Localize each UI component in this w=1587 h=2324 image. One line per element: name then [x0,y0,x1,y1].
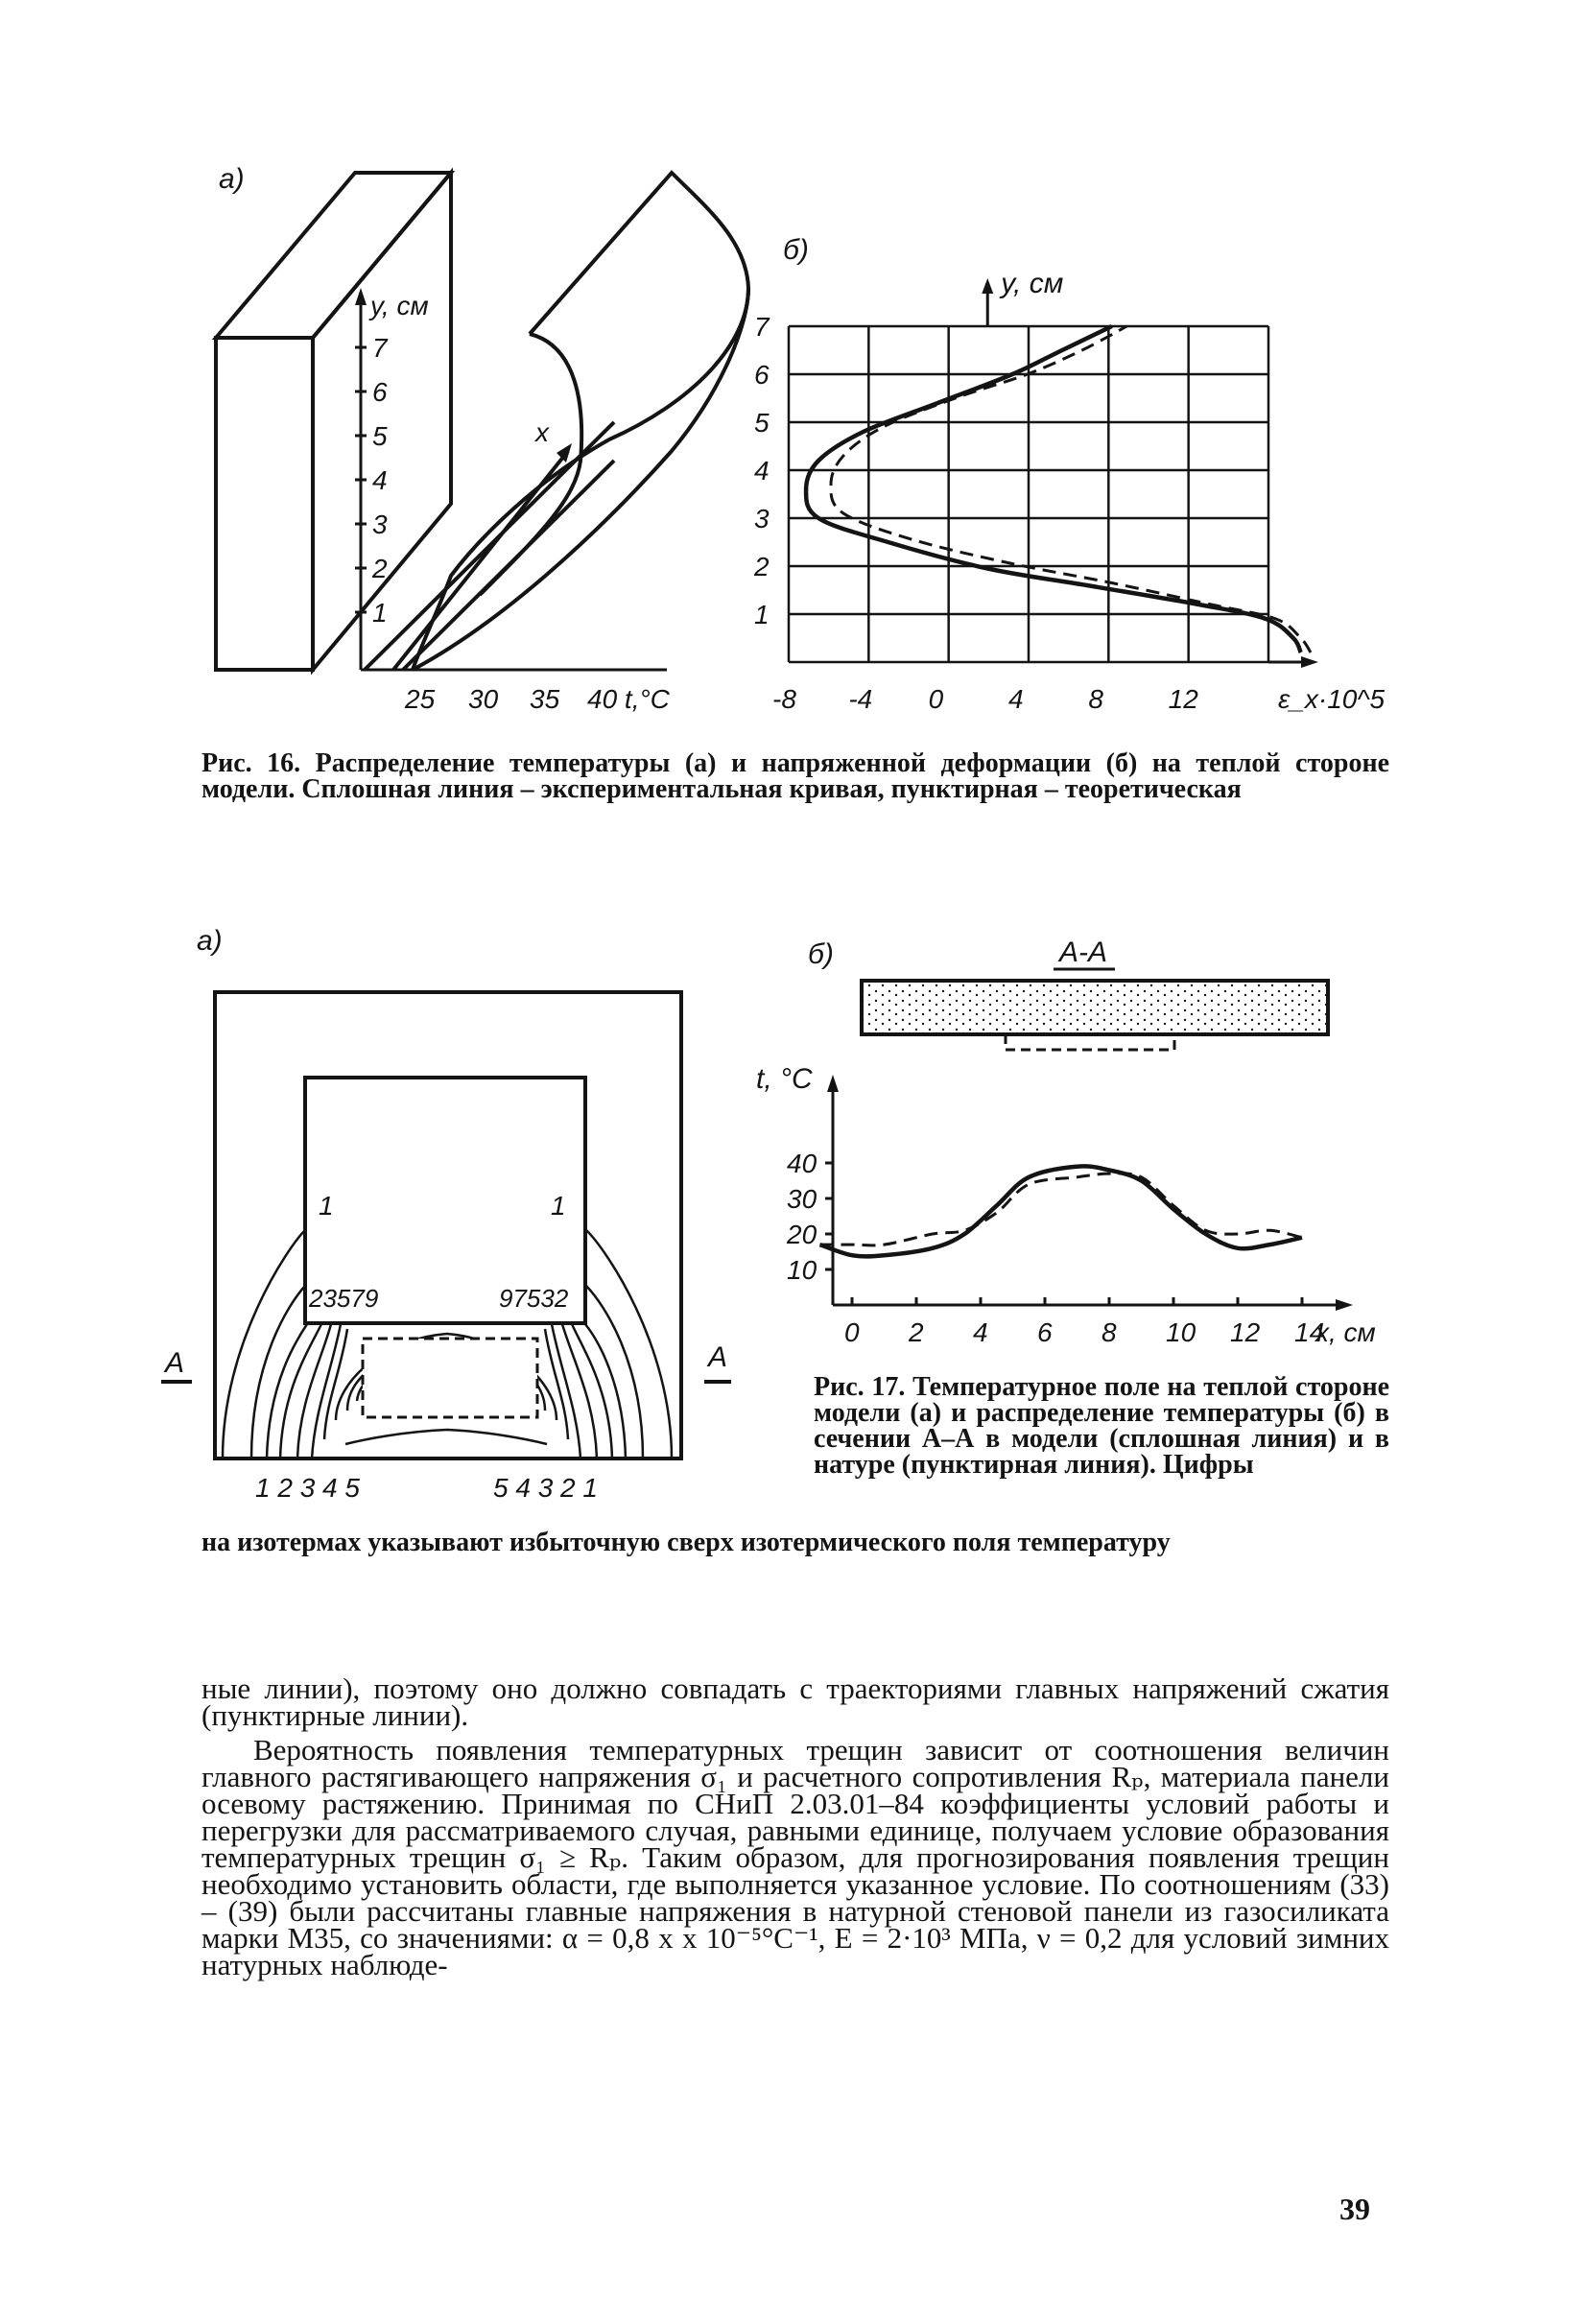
fig17-caption-right [814,1374,1389,1478]
y-tick-label: 7 [754,312,770,342]
isotherm-labels-top-right: 97532 [499,1284,569,1313]
fig17-caption-full [201,1530,1389,1555]
section-marker-right: А [708,1341,728,1373]
fig17-caption-label: Рис. 17. [814,1372,906,1402]
fig16-caption-text: Распределение температуры (а) и напряженной деформации (б) на теплой стороне модели. Сплошная линия – экспериментальная кривая, пунктирная – теоретическая [201,748,1390,804]
y-tick-label: 5 [754,408,770,438]
y-tick-label: 2 [754,552,770,581]
y-tick-label: 1 [754,600,770,629]
y-tick-label: 30 [787,1184,817,1214]
y-tick-label: 2 [372,554,388,583]
fig16a-panel-label: a) [219,163,245,195]
y-tick-label: 10 [787,1255,817,1285]
section-marker-left: А [165,1347,185,1379]
y-tick-label: 4 [754,456,770,486]
label-1-right: 1 [551,1191,566,1221]
label-1-left: 1 [319,1191,334,1221]
t-tick-40: 40 t,°C [587,684,670,714]
y-tick-label: 4 [372,465,388,495]
y-axis-title: t, °C [756,1063,813,1095]
y-axis-title: y, см [370,291,429,320]
t-tick-35: 35 [530,684,560,714]
x-tick-label: 4 [973,1317,988,1347]
x-axis-title: x [535,417,549,447]
t-tick-30: 30 [468,684,499,714]
x-tick-label: 8 [1088,684,1103,714]
x-tick-label: 0 [928,684,944,714]
y-tick-label: 6 [754,360,770,390]
x-tick-label: 2 [909,1317,924,1347]
fig17-caption-right-text: Температурное поле на теплой стороне модели (а) и распределение температуры (б) в сечении А–А в модели (сплошная линия) и в натуре (пунктирная линия). Цифры [814,1372,1390,1480]
x-axis-arrow-icon [1336,1299,1353,1311]
page-number: 39 [1339,2192,1370,2226]
body-paragraph-1: ные линии), поэтому оно должно совпадать с траекториями главных напряжений сжатия (пунктирные линии). [201,1672,1389,1732]
y-tick-label: 7 [372,333,388,363]
isotherm-labels-bottom-right: 5 4 3 2 1 [493,1473,598,1503]
y-tick-label: 40 [787,1149,817,1178]
y-tick-label: 3 [754,504,770,534]
fig17-caption-full-text: на изотермах указывают избыточную сверх изотермического поля температуру [201,1528,1171,1557]
x-axis-title: x, см [1315,1317,1376,1347]
y-tick-label: 20 [787,1220,817,1249]
t-tick-25: 25 [405,684,436,714]
y-tick-label: 5 [372,421,388,451]
x-tick-label: -8 [772,684,796,714]
x-tick-label: 10 [1166,1317,1196,1347]
isotherm-labels-top-left: 23579 [309,1284,379,1313]
fig17b-panel-label: б) [808,938,834,970]
x-tick-label: 12 [1230,1317,1261,1347]
fig16b-panel-label: б) [783,234,809,266]
isotherm-labels-bottom-left: 1 2 3 4 5 [255,1473,360,1503]
x-tick-label: 4 [1008,684,1024,714]
x-axis-title: ε_x·10^5 [1278,684,1386,714]
body-paragraph-2: Вероятность появления температурных трещин зависит от соотношения величин главного растягивающего напряжения σ₁ и расчетного сопротивления Rₚ, материала панели осевому растяжению. Принимая по СНиП 2.03.01–84 коэффициенты условий работы и перегрузки для рассматриваемого случая, равными единице, получаем условие образования температурных трещин σ₁ ≥ Rₚ. Таким образом, для прогнозирования появления трещин необходимо установить области, где выполняется указанное условие. По соотношениям (33) – (39) были рассчитаны главные напряжения в натурной стеновой панели из газосиликата марки М35, со значениями: α = 0,8 x x 10⁻⁵°C⁻¹, E = 2·10³ МПа, ν = 0,2 для условий зимних натурных наблюде- [201,1733,1389,1981]
y-tick-label: 1 [372,598,388,628]
x-tick-label: 0 [844,1317,860,1347]
y-tick-label: 3 [372,510,388,539]
x-tick-label: 12 [1168,684,1198,714]
x-tick-label: -4 [848,684,873,714]
x-tick-label: 6 [1037,1317,1053,1347]
x-tick-label: 8 [1101,1317,1117,1347]
fig17a-panel-label: a) [197,925,223,957]
body-text [201,1672,1389,1981]
section-label: А-А [1059,937,1108,968]
section-dashed-insert [1006,1034,1174,1050]
y-axis-title: y, см [1001,268,1064,299]
y-axis-arrow-icon [827,1075,839,1092]
fig16-caption-label: Рис. 16. [201,748,301,778]
x-tick-label: 14 [1294,1317,1325,1347]
series-in [820,1174,1303,1245]
y-tick-label: 6 [372,377,388,407]
section-cross-section [862,981,1328,1034]
